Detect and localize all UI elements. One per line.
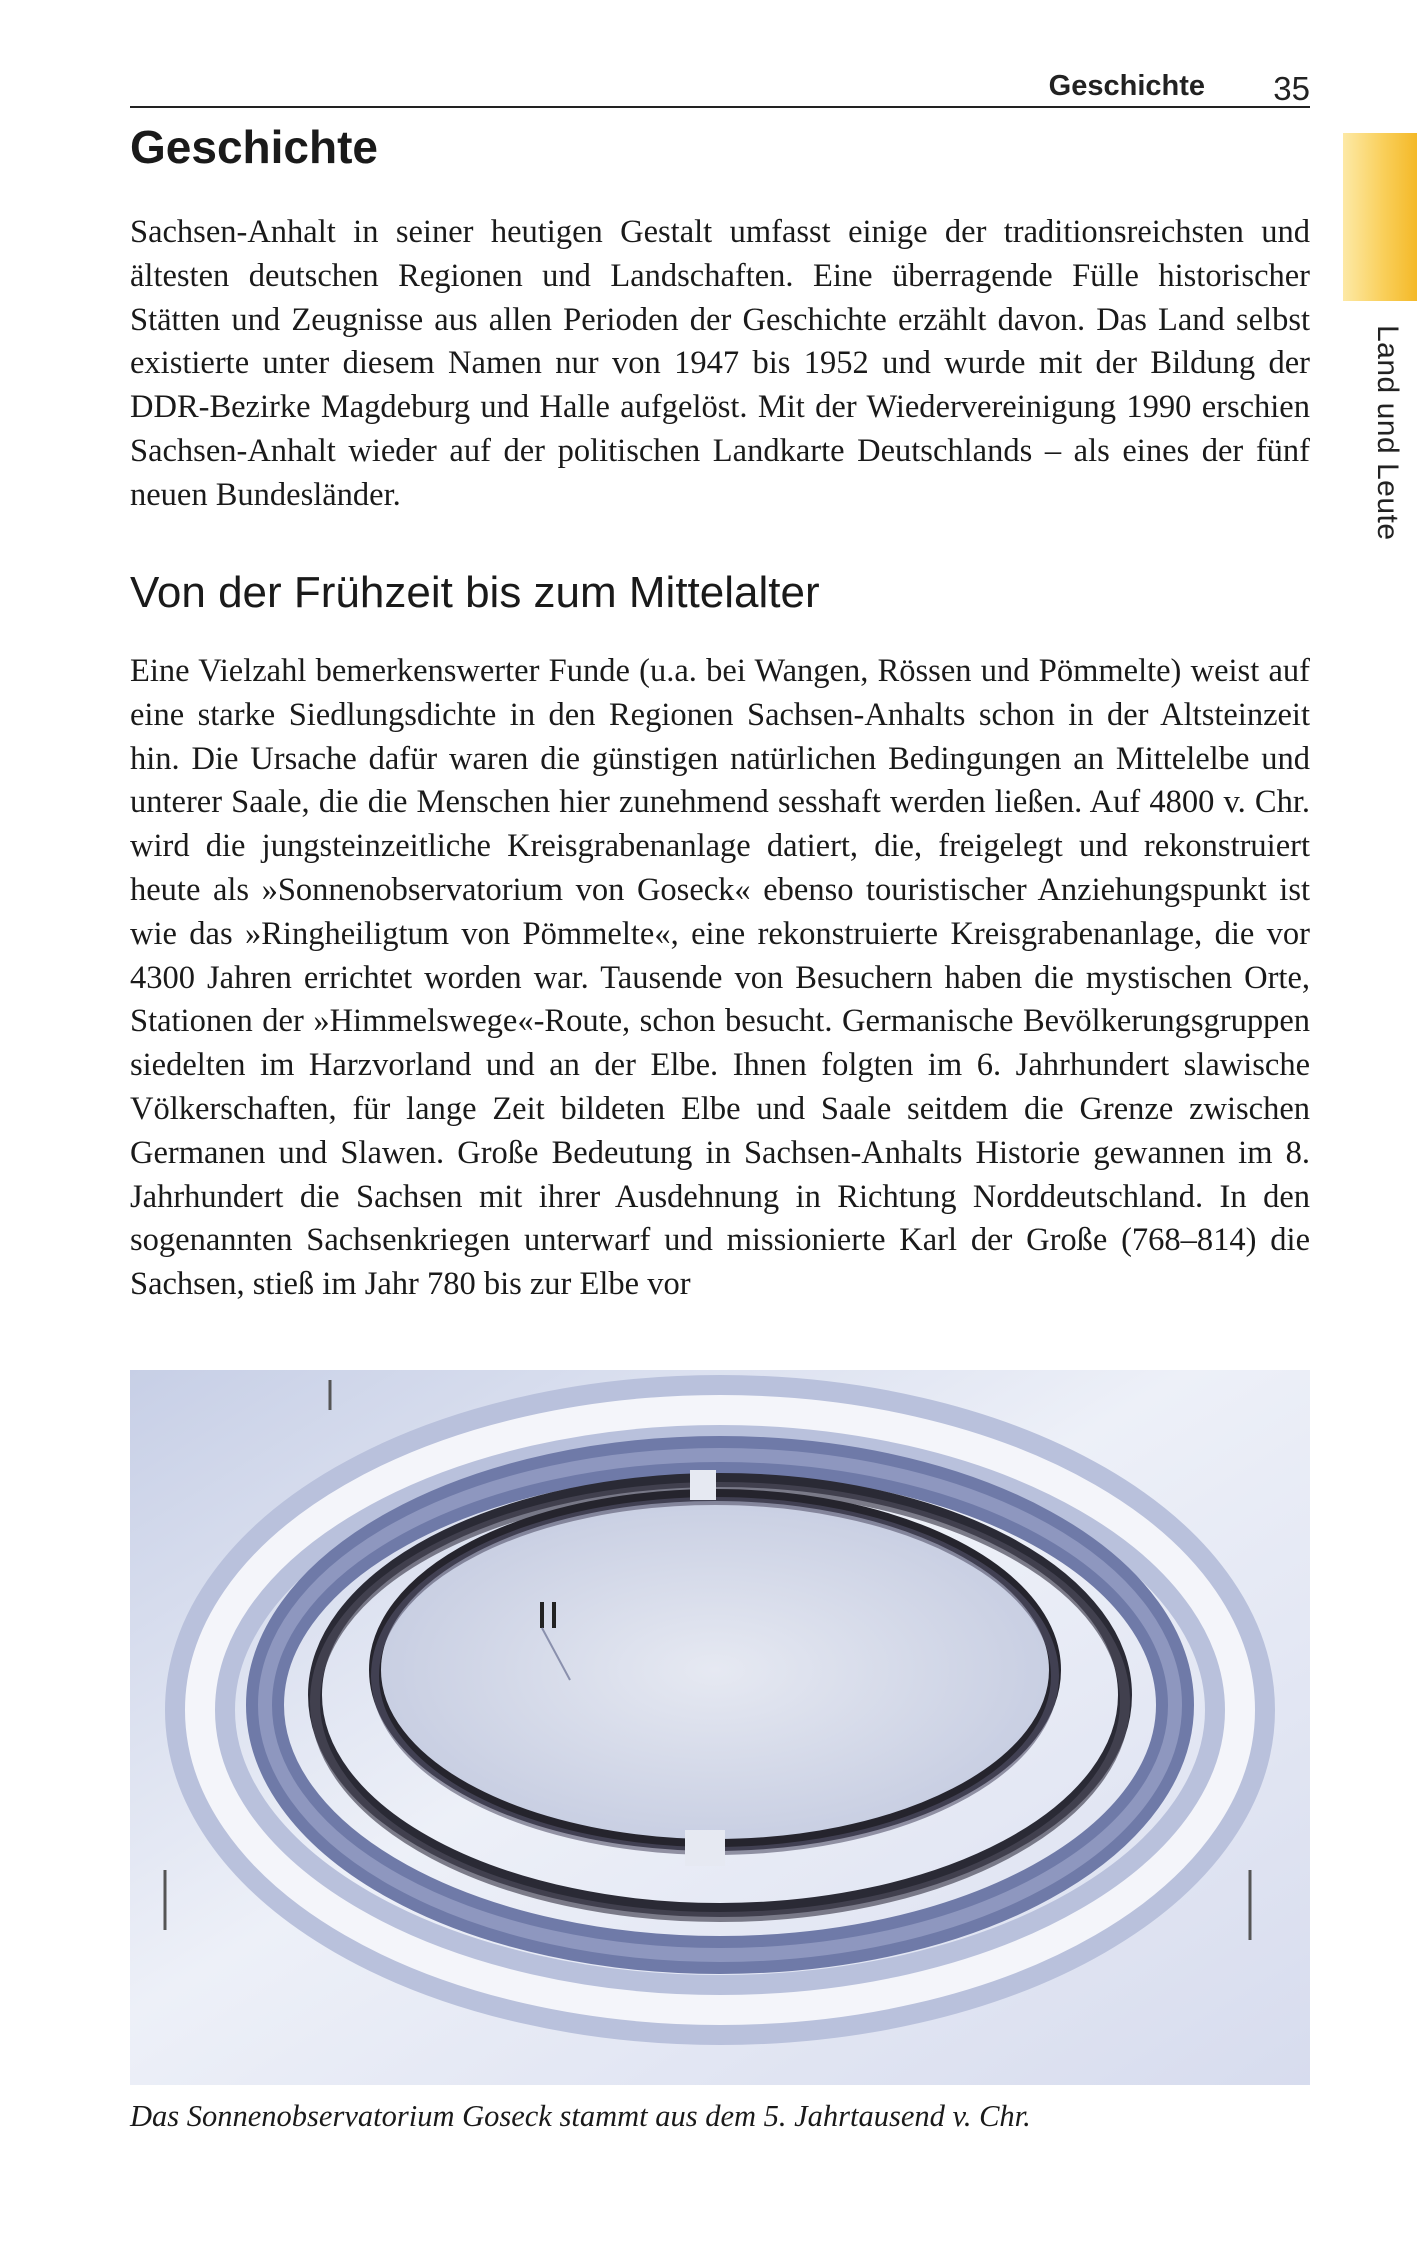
- thumb-index-tab: [1343, 133, 1417, 301]
- chapter-title: Geschichte: [130, 121, 378, 173]
- side-section-label: [1356, 325, 1416, 565]
- page-number: 35: [1273, 70, 1310, 107]
- intro-paragraph: Sachsen-Anhalt in seiner heutigen Gestalt umfasst einige der traditionsreichsten und ältesten deutschen Regionen und Landschaften. Eine überragende Fülle historischer Stätten und Zeugnisse aus allen Perioden der Geschichte erzählt davon. Das Land selbst existierte unter diesem Namen nur von 1947 bis 1952 und wurde mit der Bildung der DDR-Bezirke Magdeburg und Halle aufgelöst. Mit der Wiedervereinigung 1990 erschien Sachsen-Anhalt wieder auf der politischen Landkarte Deutschlands – als eines der fünf neuen Bundesländer.: [130, 214, 1310, 513]
- photo-caption: Das Sonnenobservatorium Goseck stammt aus dem 5. Jahrtausend v. Chr.: [130, 2099, 1031, 2133]
- running-head-title: Geschichte: [1048, 70, 1205, 102]
- section-heading: Von der Frühzeit bis zum Mittelalter: [130, 568, 820, 617]
- aerial-photo: [130, 1370, 1310, 2085]
- running-head: [130, 64, 1310, 108]
- side-section-label-text: Land und Leute: [1371, 325, 1404, 541]
- section-paragraph: Eine Vielzahl bemerkenswerter Funde (u.a. bei Wangen, Rössen und Pömmelte) weist auf eine starke Siedlungsdichte in den Regionen Sachsen-Anhalts schon in der Altsteinzeit hin. Die Ursache dafür waren die günstigen natürlichen Bedingungen an Mittelelbe und unterer Saale, die die Menschen hier zunehmend sesshaft werden ließen. Auf 4800 v. Chr. wird die jungsteinzeitliche Kreisgrabenanlage datiert, die, freigelegt und rekonstruiert heute als »Sonnenobservatorium von Goseck« ebenso touristischer Anziehungspunkt ist wie das »Ringheiligtum von Pömmelte«, eine rekonstruierte Kreisgrabenanlage, die vor 4300 Jahren errichtet worden war. Tausende von Besuchern haben die mystischen Orte, Stationen der »Himmelswege«-Route, schon besucht. Germanische Bevölkerungsgruppen siedelten im Harzvorland und an der Elbe. Ihnen folgten im 6. Jahrhundert slawische Völkerschaften, für lange Zeit bildeten Elbe und Saale seitdem die Grenze zwischen Germanen und Slawen. Große Bedeutung in Sachsen-Anhalts Historie gewannen im 8. Jahrhundert die Sachsen mit ihrer Ausdehnung in Richtung Norddeutschland. In den sogenannten Sachsenkriegen unterwarf und missionierte Karl der Große (768–814) die Sachsen, stieß im Jahr 780 bis zur Elbe vor: [130, 653, 1310, 1303]
- aerial-photo-icon: [130, 1370, 1310, 2085]
